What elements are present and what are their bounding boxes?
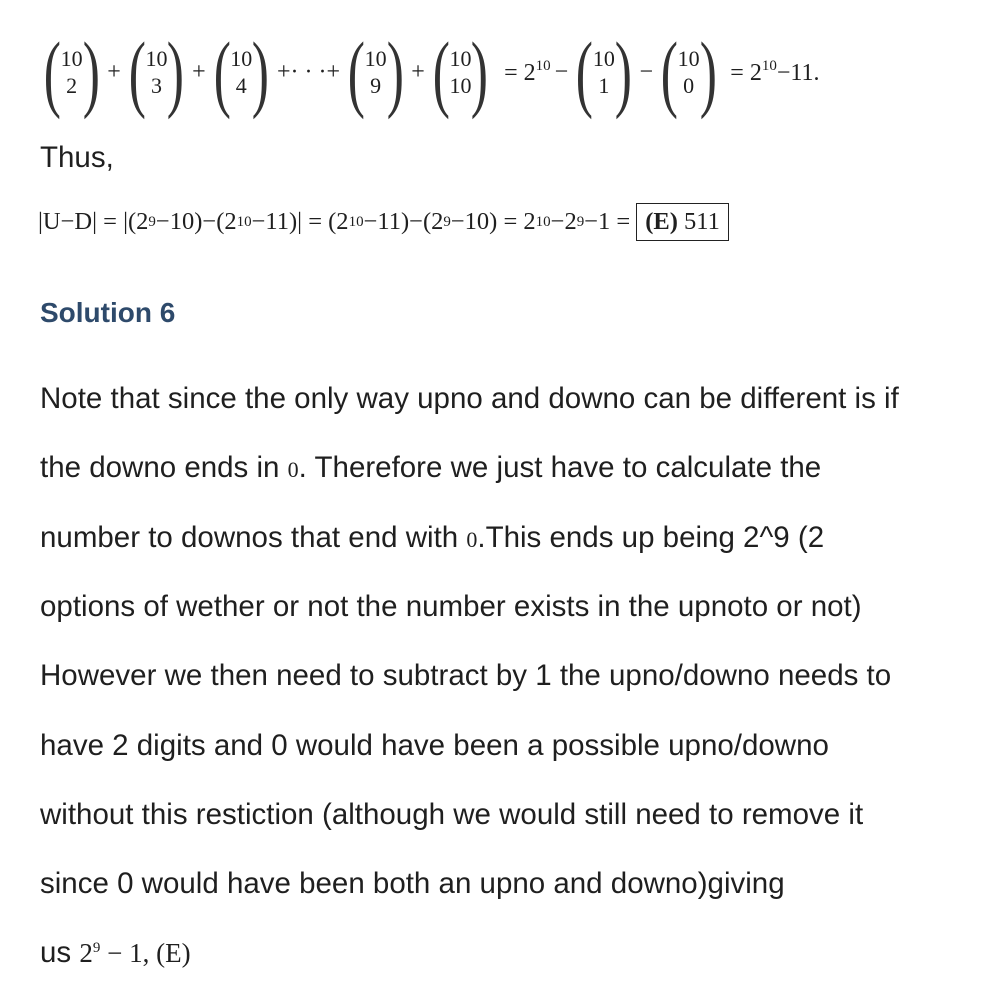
thus-text: Thus, — [40, 141, 114, 174]
binom-10-3: ( 10 3 ) — [128, 24, 185, 120]
binom-10-9: ( 10 9 ) — [347, 24, 404, 120]
minus-sign: − — [639, 58, 654, 85]
binom-10-10: ( 10 10 ) — [432, 24, 489, 120]
paragraph-line-8: since 0 would have been both an upno and downo)giving — [40, 867, 785, 900]
binom-10-0: ( 10 0 ) — [660, 24, 717, 120]
plus-sign: + — [411, 58, 425, 85]
paragraph-line-7: without this restiction (although we would still need to remove it — [40, 798, 864, 831]
paragraph-line-4: options of wether or not the number exists in the upnoto or not) — [40, 590, 862, 623]
ellipsis: +· · ·+ — [276, 58, 340, 85]
solution-heading: Solution 6 — [40, 297, 176, 328]
boxed-answer: (E) 511 — [636, 203, 729, 241]
paragraph-line-1: Note that since the only way upno and downo can be different is if — [40, 382, 899, 415]
paragraph-line-5: However we then need to subtract by 1 the upno/downo needs to — [40, 659, 892, 692]
equals-two-power: = $2^{10}$ — [504, 57, 551, 86]
binom-10-4: ( 10 4 ) — [213, 24, 270, 120]
binom-10-1: ( 10 1 ) — [575, 24, 632, 120]
plus-sign: + — [107, 58, 121, 85]
minus-sign: − — [554, 58, 569, 85]
equals-result: = $2^{10}-11$. — [730, 57, 820, 86]
binom-10-2: ( 10 2 ) — [43, 24, 100, 120]
binomial-sum-equation — [38, 24, 822, 120]
paragraph-line-3: number to downos that end with 0.This ends up being 2^9 (2 — [40, 521, 825, 554]
abs-difference-equation: |U−D| = |(2 9 −10)−(2 10 −11)| = (2 10 −11)−(2 9 −10) = 2 10 −2 9 −1 = (E) 511 — [38, 203, 729, 241]
paragraph-line-2: the downo ends in 0. Therefore we just have to calculate the — [40, 451, 822, 484]
plus-sign: + — [192, 58, 206, 85]
paragraph-line-6: have 2 digits and 0 would have been a possible upno/downo — [40, 729, 829, 762]
paragraph-line-9: us $2^9 - 1$, (E) — [40, 936, 191, 969]
